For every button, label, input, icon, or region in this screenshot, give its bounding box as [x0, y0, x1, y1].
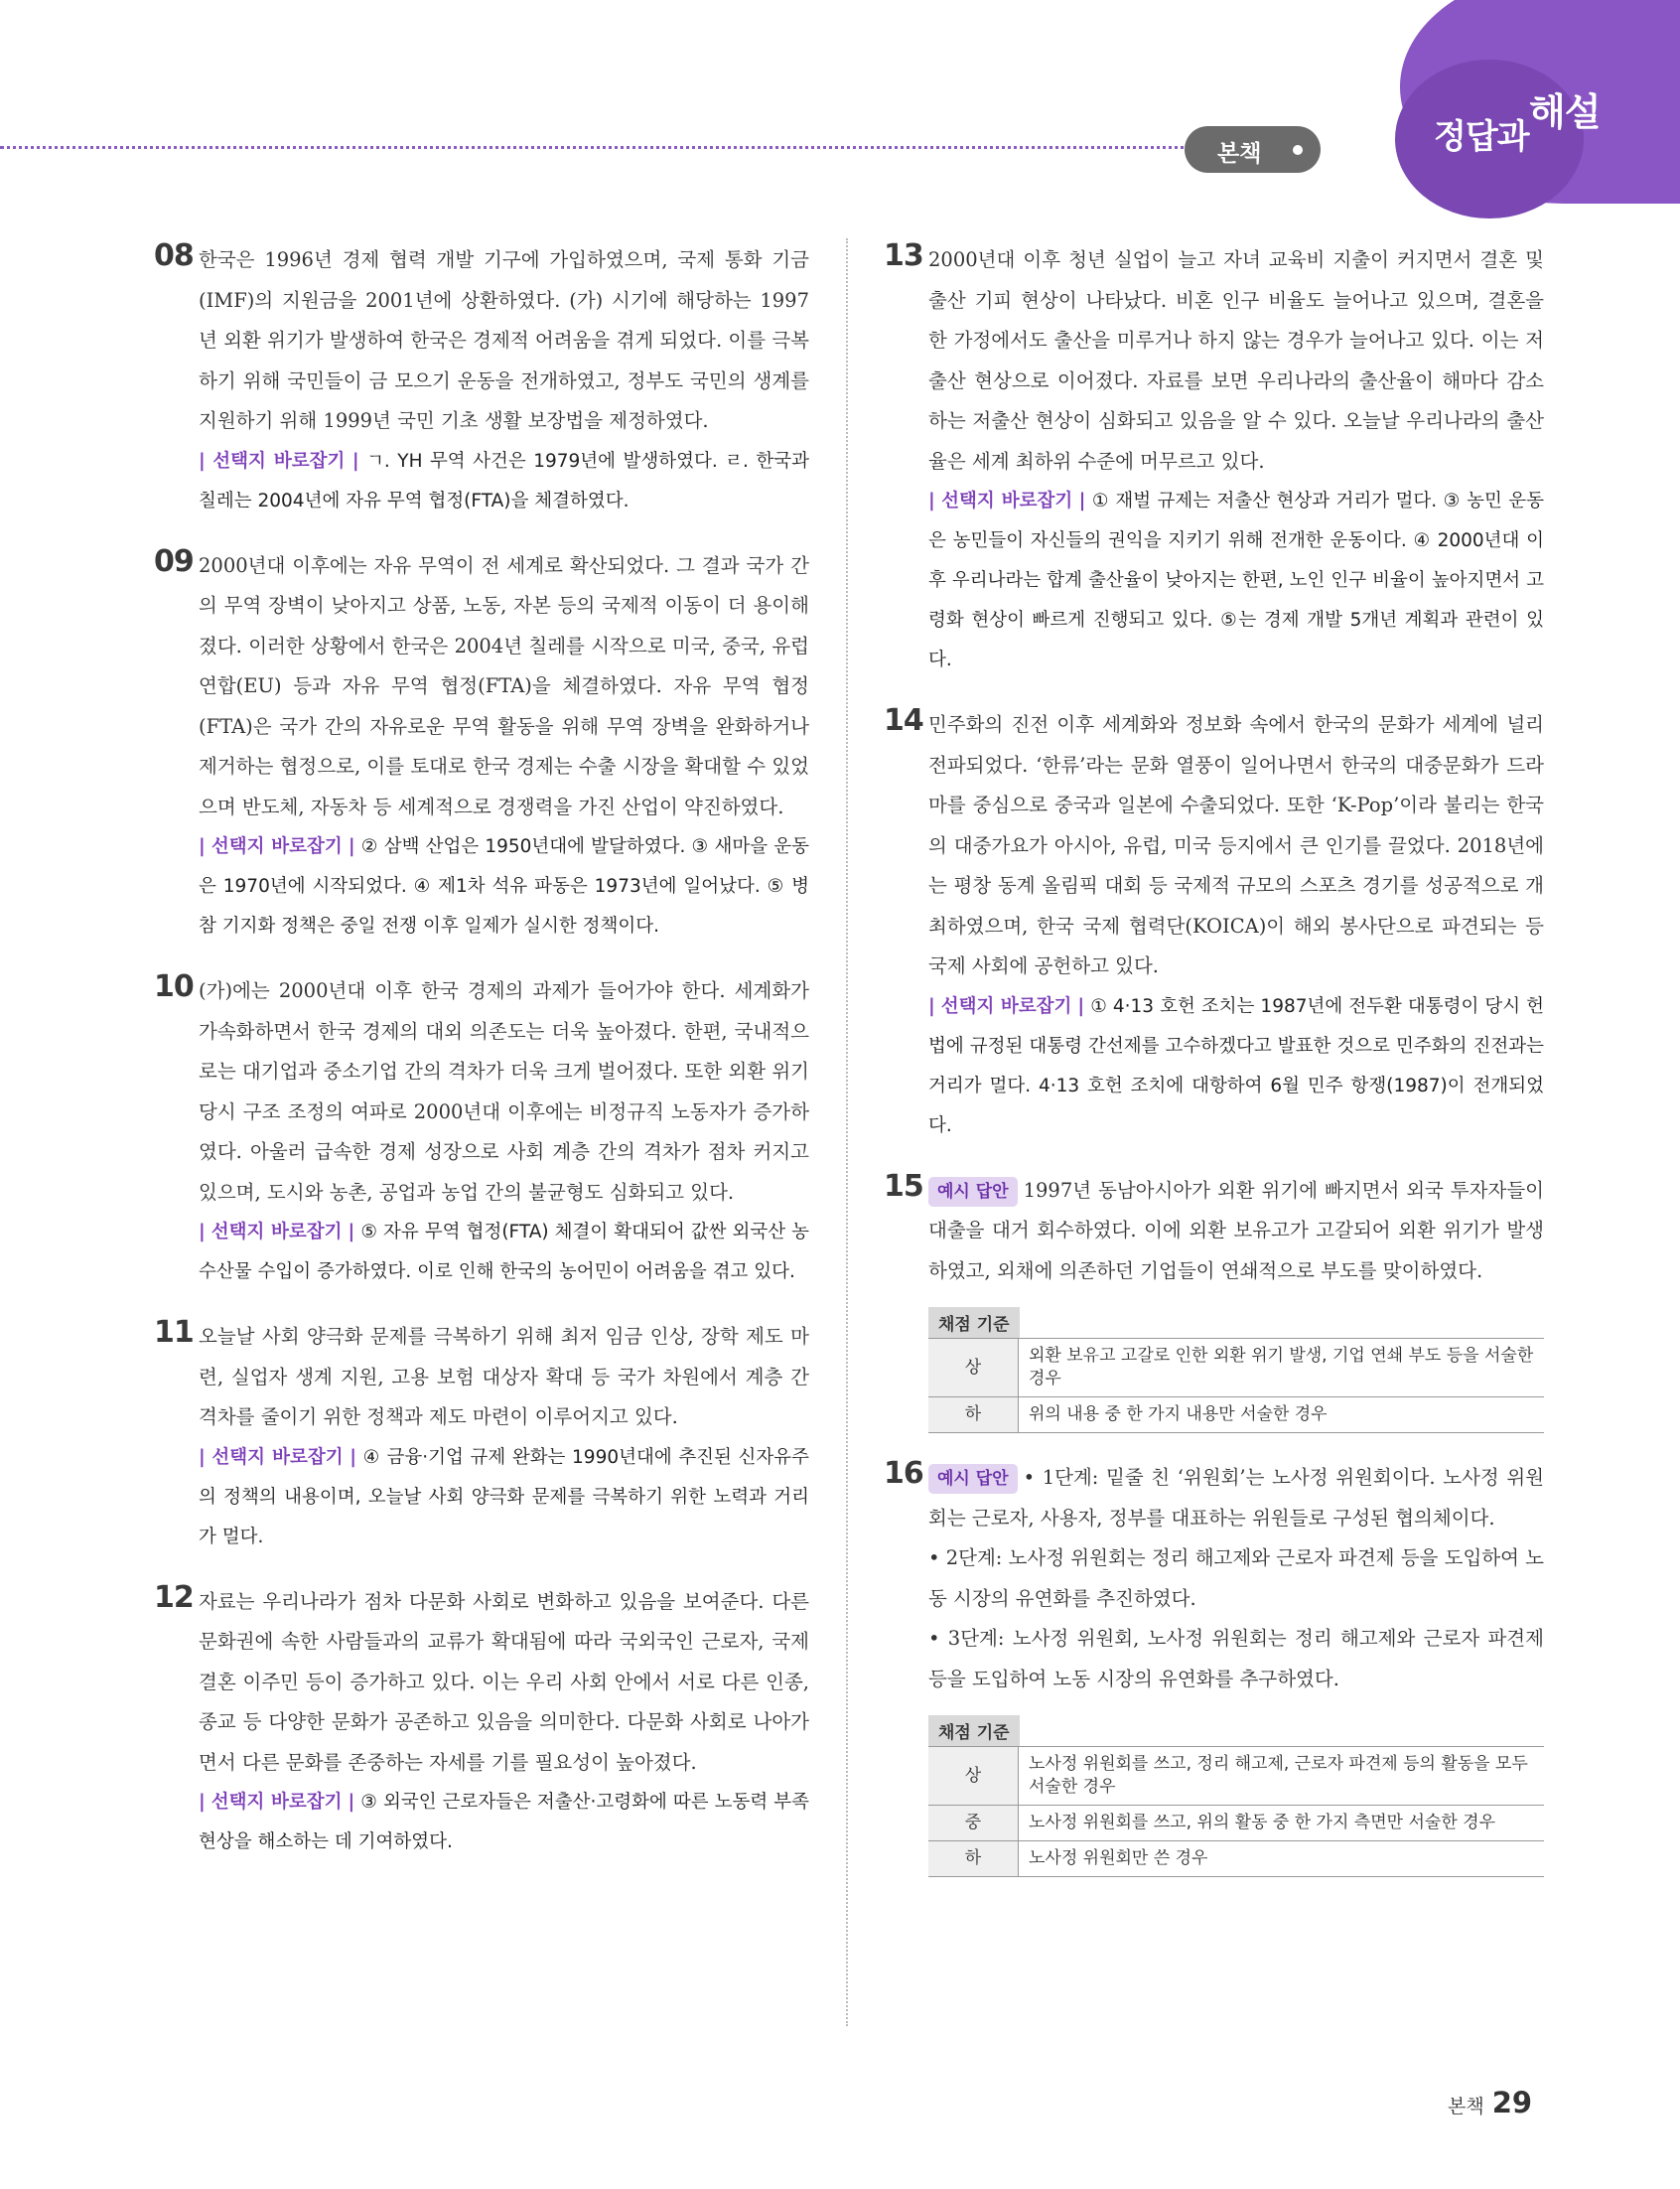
page-number: 29 [1491, 2086, 1533, 2119]
scoring-rubric [928, 1307, 1544, 1433]
question-12 [154, 1579, 810, 1863]
question-08 [154, 240, 809, 521]
question-11 [154, 1317, 809, 1557]
tip-bar: | [350, 1446, 357, 1468]
question-number: 09 [154, 543, 194, 579]
rubric-desc: 노사정 위원회만 쓴 경우 [1019, 1841, 1545, 1877]
example-answer-label: 예시 답안 [928, 1177, 1018, 1207]
tip-text: ⑤ 자유 무역 협정(FTA) 체결이 확대되어 값싼 외국산 농수산물 수입이 증가하였다. 이로 인해 한국의 농어민이 어려움을 겪고 있다. [199, 1222, 810, 1282]
tip-bar: | [348, 1222, 355, 1242]
rubric-desc: 외환 보유고 고갈로 인한 외환 위기 발생, 기업 연쇄 부도 등을 서술한 경우 [1019, 1339, 1545, 1397]
question-09 [154, 543, 809, 948]
tip-label: 선택지 바로잡기 [210, 836, 343, 857]
rubric-desc: 노사정 위원회를 쓰고, 정리 해고제, 근로자 파견제 등의 활동을 모두 서술한 경우 [1019, 1747, 1545, 1806]
scoring-rubric [928, 1715, 1544, 1877]
tip-bar: | [199, 450, 206, 472]
rubric-grade: 하 [928, 1397, 1019, 1433]
explanation-text: 자료는 우리나라가 점차 다문화 사회로 변화하고 있음을 보여준다. 다른 문화권에 속한 사람들과의 교류가 확대됨에 따라 국외국인 근로자, 국제결혼 이주민 등이 증가하고 있다. 이는 우리 사회 안에서 서로 다른 인종, 종교 등 다양한 문화가 공존하고 있음을 의미한다. 다문화 사회로 나아가면서 다른 문화를 존중하는 자세를 기를 필요성이 높아졌다. [199, 1589, 809, 1774]
explanation-text: 2000년대 이후에는 자유 무역이 전 세계로 확산되었다. 그 결과 국가 간의 무역 장벽이 낮아지고 상품, 노동, 자본 등의 국제적 이동이 더 용이해졌다. 이러한 상황에서 한국은 2004년 칠레를 시작으로 미국, 중국, 유럽 연합(EU) 등과 자유 무역 협정(FTA)을 체결하였다. 자유 무역 협정(FTA)은 국가 간의 자유로운 무역 활동을 위해 무역 장벽을 완화하거나 제거하는 협정으로, 이를 토대로 한국 경제는 수출 시장을 확대할 수 있었으며 반도체, 자동차 등 세계적으로 경쟁력을 가진 산업이 약진하였다. [199, 553, 809, 818]
rubric-table [928, 1746, 1544, 1877]
left-column [154, 240, 809, 1887]
tip-bar: | [348, 836, 355, 857]
tip-bar: | [199, 1222, 206, 1242]
rubric-row [928, 1747, 1544, 1806]
rubric-label: 채점 기준 [928, 1715, 1020, 1746]
choice-correction [199, 827, 809, 947]
tip-text: ④ 금융·기업 규제 완화는 1990년대에 추진된 신자유주의 정책의 내용이며, 오늘날 사회 양극화 문제를 극복하기 위한 노력과 거리가 멀다. [199, 1446, 810, 1547]
tip-text: ③ 외국인 근로자들은 저출산·고령화에 따른 노동력 부족 현상을 해소하는 데 기여하였다. [199, 1792, 810, 1852]
tip-bar: | [928, 995, 935, 1017]
rubric-row [928, 1806, 1544, 1841]
tip-bar: | [199, 1792, 206, 1813]
explanation-text: 민주화의 진전 이후 세계화와 정보화 속에서 한국의 문화가 세계에 널리 전파되었다. ‘한류’라는 문화 열풍이 일어나면서 한국의 대중문화가 드라마를 중심으로 중국과 일본에 수출되었다. 또한 ‘K-Pop’이라 불리는 한국의 대중가요가 아시아, 유럽, 미국 등지에서 큰 인기를 끌었다. 2018년에는 평창 동계 올림픽 대회 등 국제적 규모의 스포츠 경기를 성공적으로 개최하였으며, 한국 국제 협력단(KOICA)이 해외 봉사단으로 파견되는 등 국제 사회에 공헌하고 있다. [928, 713, 1544, 977]
tip-text: ㄱ. YH 무역 사건은 1979년에 발생하였다. ㄹ. 한국과 칠레는 2004년에 자유 무역 협정(FTA)을 체결하였다. [199, 450, 809, 511]
question-10 [154, 971, 809, 1292]
tip-label: 선택지 바로잡기 [211, 1446, 344, 1468]
tip-label: 선택지 바로잡기 [940, 995, 1072, 1017]
header-dotted-line [0, 146, 1191, 149]
tip-bar: | [348, 1792, 355, 1813]
question-number: 08 [154, 238, 194, 273]
rubric-row [928, 1339, 1544, 1397]
rubric-desc: 노사정 위원회를 쓰고, 위의 활동 중 한 가지 측면만 서술한 경우 [1019, 1806, 1545, 1841]
question-number: 13 [884, 238, 923, 273]
rubric-grade: 상 [928, 1339, 1019, 1397]
question-13 [884, 240, 1544, 680]
badge-title-explanations: 해설 [1529, 90, 1601, 134]
question-number: 14 [884, 703, 923, 738]
tip-label: 선택지 바로잡기 [212, 450, 346, 472]
tip-label: 선택지 바로잡기 [941, 491, 1073, 511]
rubric-row [928, 1397, 1544, 1433]
question-number: 12 [154, 1579, 194, 1615]
tip-label: 선택지 바로잡기 [210, 1222, 343, 1242]
question-14 [884, 705, 1544, 1146]
choice-correction [928, 482, 1544, 680]
right-column [884, 240, 1544, 1902]
choice-correction [199, 1438, 809, 1557]
explanation-text: 2000년대 이후 청년 실업이 늘고 자녀 교육비 지출이 커지면서 결혼 및 출산 기피 현상이 나타났다. 비혼 인구 비율도 늘어나고 있으며, 결혼을 한 가정에서도 출산을 미루거나 하지 않는 경우가 늘어나고 있다. 이는 저출산 현상으로 이어졌다. 자료를 보면 우리나라의 출산율이 해마다 감소하는 저출산 현상이 심화되고 있음을 알 수 있다. 오늘날 우리나라의 출산율은 세계 최하위 수준에 머무르고 있다. [928, 248, 1544, 473]
tip-bar: | [928, 491, 935, 511]
rubric-label: 채점 기준 [928, 1307, 1020, 1338]
book-tab [1185, 126, 1321, 173]
choice-correction [199, 1783, 809, 1862]
question-number: 11 [154, 1315, 194, 1350]
tip-bar: | [1078, 491, 1086, 511]
choice-correction [199, 1213, 809, 1292]
rubric-grade: 중 [928, 1806, 1019, 1841]
tip-bar: | [199, 836, 206, 857]
question-16 [884, 1458, 1544, 1877]
example-answer-label: 예시 답안 [928, 1464, 1018, 1494]
question-number: 16 [884, 1456, 923, 1491]
choice-correction [928, 987, 1544, 1146]
tip-bar: | [199, 1446, 206, 1468]
book-tab-dot [1293, 145, 1303, 155]
tip-bar: | [351, 450, 359, 472]
question-number: 15 [884, 1168, 923, 1204]
tip-text: ② 삼백 산업은 1950년대에 발달하였다. ③ 새마을 운동은 1970년에 시작되었다. ④ 제1차 석유 파동은 1973년에 일어났다. ⑤ 병참 기지화 정책은 중일 전쟁 이후 일제가 실시한 정책이다. [199, 836, 809, 937]
tip-text: ① 재벌 규제는 저출산 현상과 거리가 멀다. ③ 농민 운동은 농민들이 자신들의 권익을 지키기 위해 전개한 운동이다. ④ 2000년대 이후 우리나라는 합계 출산율이 낮아지는 한편, 노인 인구 비율이 높아지면서 고령화 현상이 빠르게 진행되고 있다. ⑤는 경제 개발 5개년 계획과 관련이 있다. [928, 491, 1544, 670]
column-divider [846, 238, 848, 2026]
footer-book-label: 본책 [1448, 2096, 1484, 2117]
example-answer [928, 1171, 1544, 1292]
example-answer-text: 1997년 동남아시아가 외환 위기에 빠지면서 외국 투자자들이 대출을 대거 회수하였다. 이에 외환 보유고가 고갈되어 외환 위기가 발생하였고, 외채에 의존하던 기업들이 연쇄적으로 부도를 맞이하였다. [928, 1178, 1544, 1282]
page-footer [1448, 2086, 1532, 2119]
tip-text: ① 4·13 호헌 조치는 1987년에 전두환 대통령이 당시 헌법에 규정된 대통령 간선제를 고수하겠다고 발표한 것으로 민주화의 진전과는 거리가 멀다. 4·13 호헌 조치에 대항하여 6월 민주 항쟁(1987)이 전개되었다. [928, 995, 1544, 1136]
tip-bar: | [1077, 995, 1085, 1017]
rubric-desc: 위의 내용 중 한 가지 내용만 서술한 경우 [1019, 1397, 1545, 1433]
explanation-text: 오늘날 사회 양극화 문제를 극복하기 위해 최저 임금 인상, 장학 제도 마련, 실업자 생계 지원, 고용 보험 대상자 확대 등 국가 차원에서 계층 간 격차를 줄이기 위한 정책과 제도 마련이 이루어지고 있다. [199, 1325, 809, 1428]
tip-label: 선택지 바로잡기 [210, 1792, 343, 1813]
book-tab-label: 본책 [1217, 141, 1262, 167]
answer-step-3: • 3단계: 노사정 위원회, 노사정 위원회는 정리 해고제와 근로자 파견제 등을 도입하여 노동 시장의 유연화를 추구하였다. [928, 1627, 1544, 1690]
rubric-table [928, 1338, 1544, 1433]
choice-correction [199, 442, 809, 521]
rubric-grade: 하 [928, 1841, 1019, 1877]
badge-title-answers: 정답과 [1434, 117, 1529, 157]
rubric-grade: 상 [928, 1747, 1019, 1806]
example-answer [928, 1458, 1544, 1538]
question-number: 10 [154, 969, 194, 1004]
explanation-text: 한국은 1996년 경제 협력 개발 기구에 가입하였으며, 국제 통화 기금(IMF)의 지원금을 2001년에 상환하였다. (가) 시기에 해당하는 1997년 외환 위기가 발생하여 한국은 경제적 어려움을 겪게 되었다. 이를 극복하기 위해 국민들이 금 모으기 운동을 전개하였고, 정부도 국민의 생계를 지원하기 위해 1999년 국민 기초 생활 보장법을 제정하였다. [199, 248, 809, 432]
answer-step-2: • 2단계: 노사정 위원회는 정리 해고제와 근로자 파견제 등을 도입하여 노동 시장의 유연화를 추진하였다. [928, 1546, 1544, 1610]
answer-step-1: • 1단계: 밑줄 친 ‘위원회’는 노사정 위원회이다. 노사정 위원회는 근로자, 사용자, 정부를 대표하는 위원들로 구성된 협의체이다. [928, 1466, 1544, 1530]
rubric-row [928, 1841, 1544, 1877]
explanation-text: (가)에는 2000년대 이후 한국 경제의 과제가 들어가야 한다. 세계화가 가속화하면서 한국 경제의 대외 의존도는 더욱 높아졌다. 한편, 국내적으로는 대기업과 중소기업 간의 격차가 더욱 크게 벌어졌다. 또한 외환 위기 당시 구조 조정의 여파로 2000년대 이후에는 비정규직 노동자가 증가하였다. 아울러 급속한 경제 성장으로 사회 계층 간의 격차가 점차 커지고 있으며, 도시와 농촌, 공업과 농업 간의 불균형도 심화되고 있다. [199, 979, 809, 1204]
question-15 [884, 1168, 1544, 1434]
